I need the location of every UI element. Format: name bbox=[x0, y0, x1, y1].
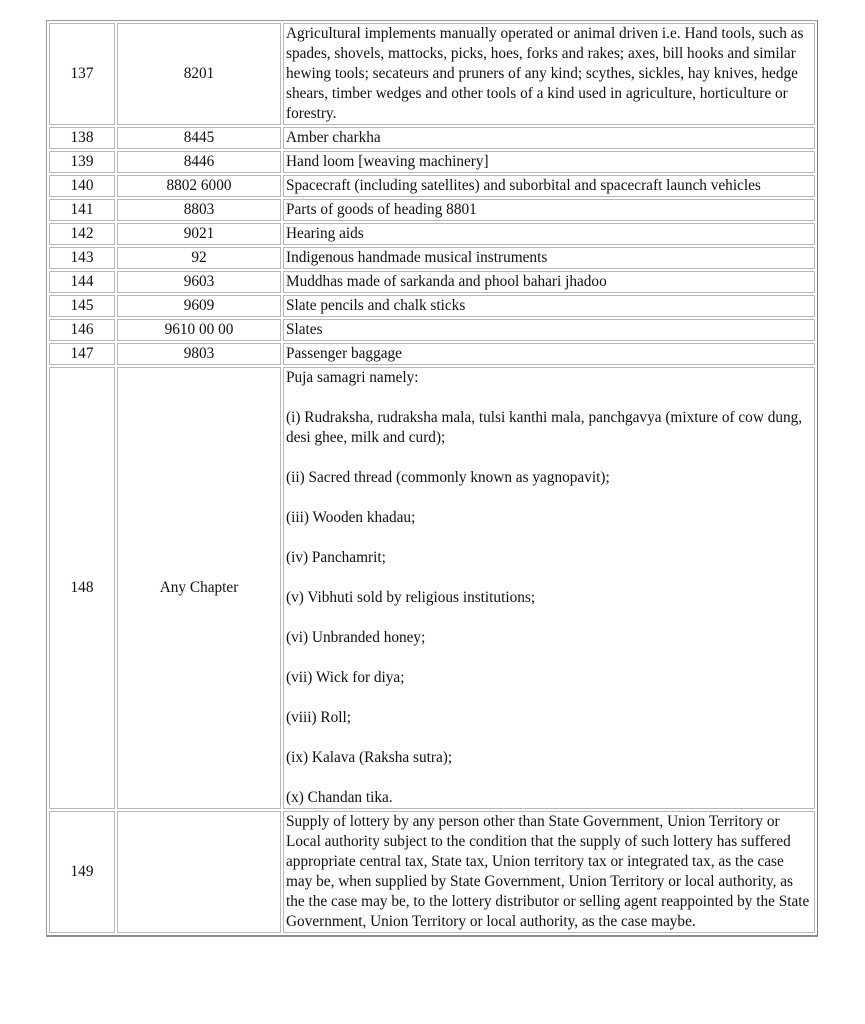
table-row bbox=[49, 151, 815, 173]
tariff-code: 8446 bbox=[117, 151, 281, 173]
tariff-code: 9603 bbox=[117, 271, 281, 293]
tariff-code: 9610 00 00 bbox=[117, 319, 281, 341]
serial-number: 142 bbox=[49, 223, 115, 245]
list-item: (i) Rudraksha, rudraksha mala, tulsi kanthi mala, panchgavya (mixture of cow dung, desi ghee, milk and curd); bbox=[286, 409, 803, 446]
table-row bbox=[49, 223, 815, 245]
description: Hearing aids bbox=[283, 223, 815, 245]
description: Hand loom [weaving machinery] bbox=[283, 151, 815, 173]
tariff-code: 8201 bbox=[117, 23, 281, 125]
serial-number: 138 bbox=[49, 127, 115, 149]
table-row-puja-samagri bbox=[49, 367, 815, 809]
serial-number: 149 bbox=[49, 811, 115, 933]
description bbox=[283, 367, 815, 809]
table-row bbox=[49, 127, 815, 149]
serial-number: 146 bbox=[49, 319, 115, 341]
list-item: (viii) Roll; bbox=[286, 709, 352, 726]
tariff-code: Any Chapter bbox=[117, 367, 281, 809]
serial-number: 143 bbox=[49, 247, 115, 269]
description: Muddhas made of sarkanda and phool bahari jhadoo bbox=[283, 271, 815, 293]
serial-number: 147 bbox=[49, 343, 115, 365]
serial-number: 148 bbox=[49, 367, 115, 809]
tariff-code: 8803 bbox=[117, 199, 281, 221]
description: Supply of lottery by any person other than State Government, Union Territory or Local authority subject to the condition that the supply of such lottery has suffered appropriate central tax, State tax, Union territory tax or integrated tax, as the case may be, when supplied by State Government, Union Territory or local authority, as the the case may be, to the lottery distributor or selling agent reappointed by the State Government, Union Territory or local authority, as the case maybe. bbox=[283, 811, 815, 933]
description: Slates bbox=[283, 319, 815, 341]
list-item: (vii) Wick for diya; bbox=[286, 669, 405, 686]
tariff-code: 9021 bbox=[117, 223, 281, 245]
table-row bbox=[49, 247, 815, 269]
serial-number: 137 bbox=[49, 23, 115, 125]
description: Indigenous handmade musical instruments bbox=[283, 247, 815, 269]
serial-number: 141 bbox=[49, 199, 115, 221]
tariff-code: 9803 bbox=[117, 343, 281, 365]
document-page bbox=[46, 20, 818, 937]
tariff-code bbox=[117, 811, 281, 933]
description: Agricultural implements manually operated or animal driven i.e. Hand tools, such as spades, shovels, mattocks, picks, hoes, forks and rakes; axes, bill hooks and similar hewing tools; secateurs and pruners of any kind; scythes, sickles, hay knives, hedge shears, timber wedges and other tools of a kind used in agriculture, horticulture or forestry. bbox=[283, 23, 815, 125]
table-row bbox=[49, 23, 815, 125]
list-item: (ii) Sacred thread (commonly known as yagnopavit); bbox=[286, 469, 610, 486]
tariff-code: 92 bbox=[117, 247, 281, 269]
list-item: (v) Vibhuti sold by religious institutions; bbox=[286, 589, 536, 606]
serial-number: 139 bbox=[49, 151, 115, 173]
description: Passenger baggage bbox=[283, 343, 815, 365]
description: Slate pencils and chalk sticks bbox=[283, 295, 815, 317]
list-item: (iii) Wooden khadau; bbox=[286, 509, 416, 526]
description-intro: Puja samagri namely: bbox=[286, 369, 419, 386]
table-row-lottery bbox=[49, 811, 815, 933]
table-row bbox=[49, 343, 815, 365]
table-row bbox=[49, 319, 815, 341]
table-row bbox=[49, 175, 815, 197]
serial-number: 145 bbox=[49, 295, 115, 317]
tariff-code: 8802 6000 bbox=[117, 175, 281, 197]
serial-number: 144 bbox=[49, 271, 115, 293]
tariff-code: 9609 bbox=[117, 295, 281, 317]
description: Spacecraft (including satellites) and suborbital and spacecraft launch vehicles bbox=[283, 175, 815, 197]
list-item: (x) Chandan tika. bbox=[286, 789, 393, 806]
tariff-code: 8445 bbox=[117, 127, 281, 149]
list-item: (ix) Kalava (Raksha sutra); bbox=[286, 749, 453, 766]
description: Parts of goods of heading 8801 bbox=[283, 199, 815, 221]
table-row bbox=[49, 271, 815, 293]
exemption-table bbox=[46, 20, 818, 937]
list-item: (vi) Unbranded honey; bbox=[286, 629, 426, 646]
list-item: (iv) Panchamrit; bbox=[286, 549, 386, 566]
table-row bbox=[49, 295, 815, 317]
serial-number: 140 bbox=[49, 175, 115, 197]
table-row bbox=[49, 199, 815, 221]
description: Amber charkha bbox=[283, 127, 815, 149]
